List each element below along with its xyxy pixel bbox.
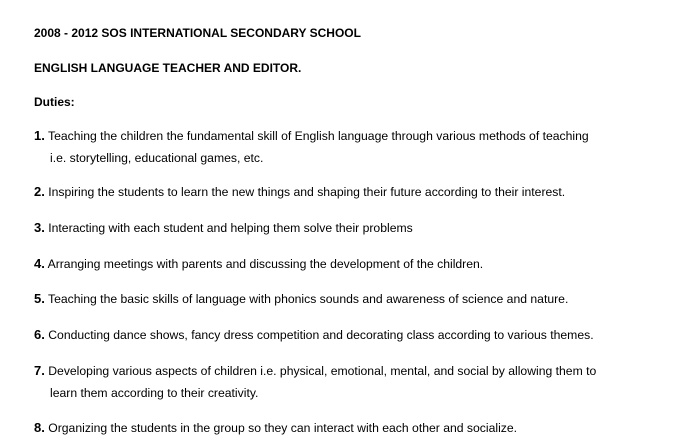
duty-number: 2. [34, 184, 45, 199]
duty-item-4 [34, 253, 664, 275]
duty-text: Arranging meetings with parents and discussing the development of the children. [47, 257, 484, 271]
duty-number: 1. [34, 128, 45, 143]
duty-item-6 [34, 324, 664, 346]
duty-item-1 [34, 125, 664, 169]
duty-number: 4. [34, 256, 45, 271]
duty-text: Inspiring the students to learn the new things and shaping their future according to their interest. [48, 185, 566, 199]
duty-number: 7. [34, 363, 45, 378]
duty-text: Teaching the basic skills of language with phonics sounds and awareness of science and nature. [48, 292, 569, 306]
duty-text: Interacting with each student and helping them solve their problems [48, 221, 413, 235]
employment-period-heading: 2008 - 2012 SOS INTERNATIONAL SECONDARY SCHOOL [34, 26, 361, 40]
duty-text: Conducting dance shows, fancy dress competition and decorating class according to various themes. [48, 328, 594, 342]
duty-text: Developing various aspects of children i.e. physical, emotional, mental, and social by allowing them to [48, 364, 597, 378]
duty-item-7 [34, 360, 664, 404]
duty-item-2 [34, 181, 664, 203]
duty-item-3 [34, 217, 664, 239]
duty-item-8 [34, 417, 664, 439]
job-title-heading: ENGLISH LANGUAGE TEACHER AND EDITOR. [34, 61, 302, 75]
duties-label: Duties: [34, 95, 75, 109]
duty-text: Organizing the students in the group so they can interact with each other and socialize. [48, 421, 518, 435]
duty-number: 8. [34, 420, 45, 435]
duty-number: 6. [34, 327, 45, 342]
duty-text-continued: learn them according to their creativity. [50, 386, 259, 400]
duty-number: 5. [34, 291, 45, 306]
duty-text-continued: i.e. storytelling, educational games, etc. [50, 151, 264, 165]
duty-text: Teaching the children the fundamental skill of English language through various methods of teaching [48, 129, 589, 143]
duty-item-5 [34, 288, 664, 310]
duty-number: 3. [34, 220, 45, 235]
